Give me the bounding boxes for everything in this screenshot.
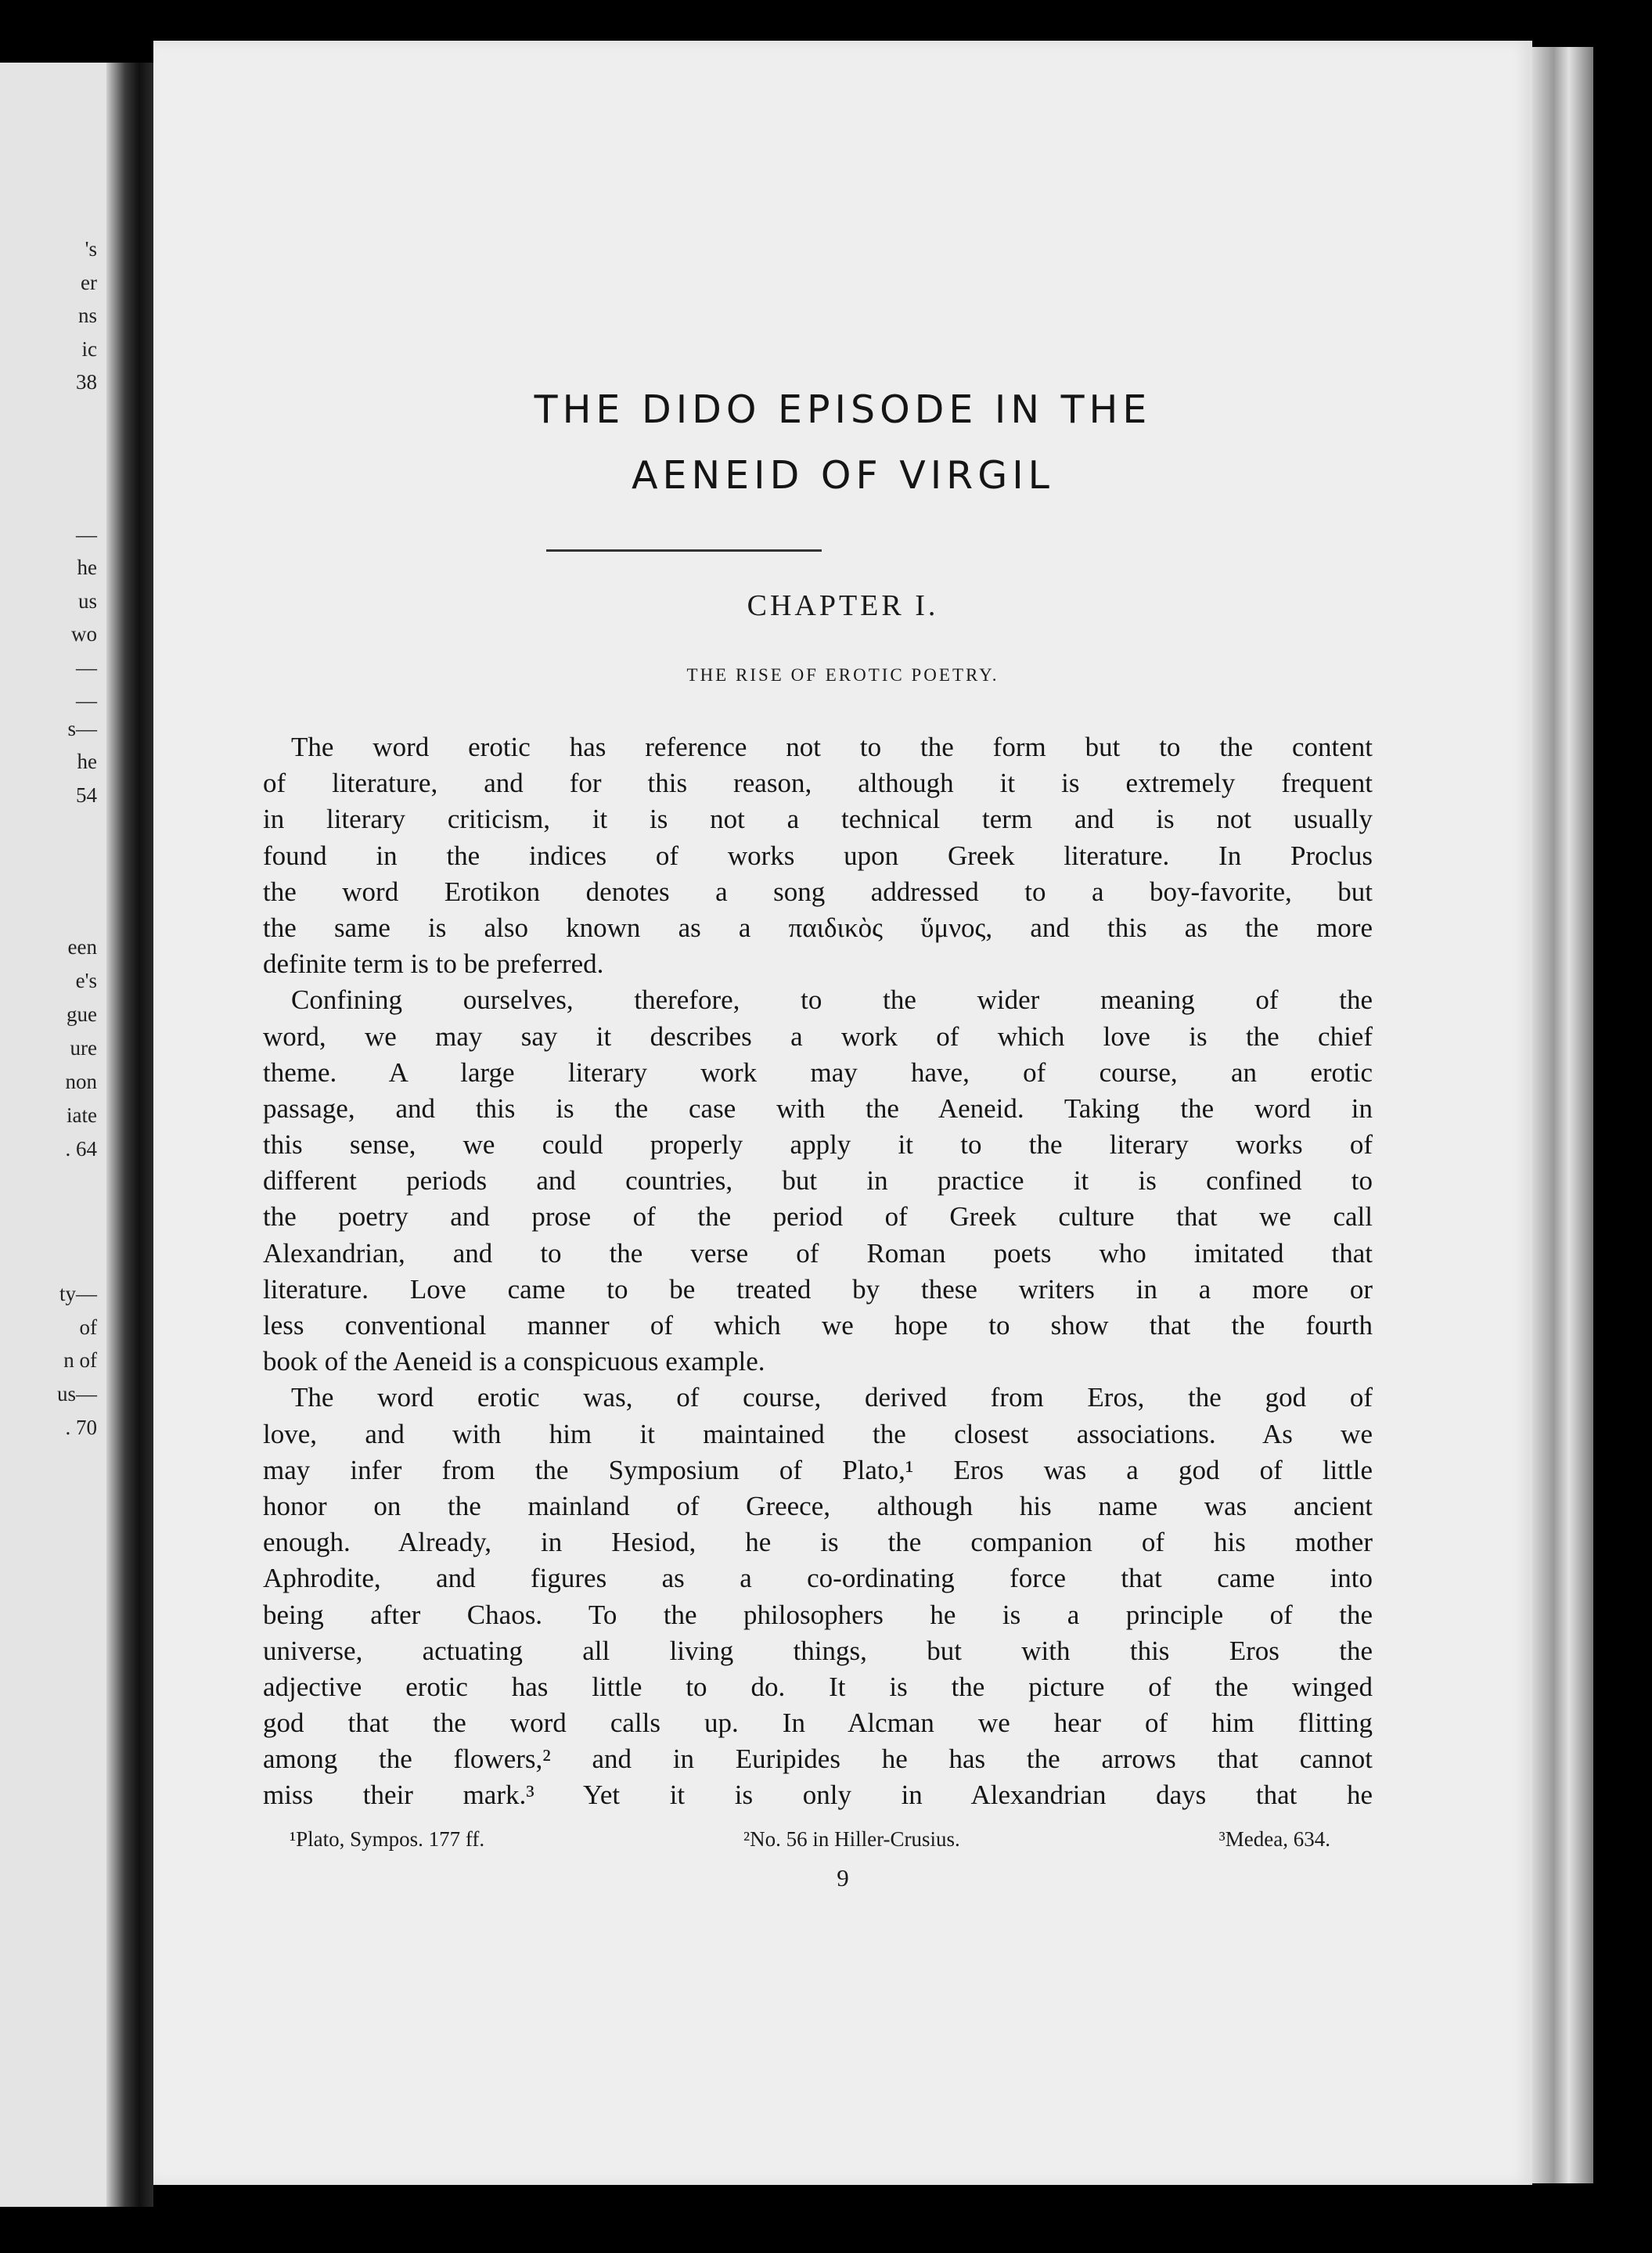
body-line: miss their mark.³ Yet it is only in Alexandrian days that he (263, 1780, 1373, 1811)
page-number: 9 (837, 1864, 849, 1891)
facing-page-fragment: — (76, 656, 97, 679)
body-line: The word erotic has reference not to the form but to the content (291, 732, 1373, 762)
body-line: the word Erotikon denotes a song addressed to a boy-favorite, but (263, 876, 1373, 907)
facing-page-fragment: — (76, 523, 97, 546)
facing-page-fragment: ic (81, 337, 97, 361)
facing-page-fragment: 54 (76, 783, 97, 807)
facing-page-fragment: ure (70, 1036, 97, 1060)
facing-page-fragment: n of (63, 1348, 97, 1372)
body-line: Alexandrian, and to the verse of Roman poets who imitated that (263, 1237, 1373, 1269)
facing-page-fragment: he (77, 556, 97, 579)
footnote-2: ²No. 56 in Hiller-Crusius. (743, 1827, 960, 1851)
body-line: word, we may say it describes a work of which love is the chief (263, 1020, 1373, 1052)
body-line: found in the indices of works upon Greek literature. In Proclus (263, 840, 1373, 871)
facing-page-fragment: wo (71, 622, 97, 646)
body-line: honor on the mainland of Greece, although his name was ancient (263, 1490, 1373, 1521)
body-line: definite term is to be preferred. (263, 948, 604, 980)
book-page (153, 41, 1532, 2185)
title-line-2: AENEID OF VIRGIL (632, 453, 1054, 498)
facing-page-fragment: een (67, 935, 97, 959)
facing-page-fragment: he (77, 750, 97, 773)
facing-page-fragment: non (65, 1070, 97, 1093)
body-line: literature. Love came to be treated by these writers in a more or (263, 1273, 1373, 1305)
body-line: of literature, and for this reason, although it is extremely frequent (263, 768, 1373, 799)
binding-gutter (106, 63, 153, 2207)
body-line: passage, and this is the case with the Aeneid. Taking the word in (263, 1092, 1373, 1124)
body-line: in literary criticism, it is not a technical term and is not usually (263, 804, 1373, 835)
body-line: may infer from the Symposium of Plato,¹ Eros was a god of little (263, 1454, 1373, 1485)
body-line: the poetry and prose of the period of Greek culture that we call (263, 1201, 1373, 1233)
facing-page-fragment: ns (77, 304, 97, 327)
page-stack-edge (1532, 47, 1593, 2183)
facing-page-fragment: er (81, 271, 97, 294)
footnote-3: ³Medea, 634. (1218, 1827, 1330, 1851)
facing-page-fragment: 38 (76, 370, 97, 394)
facing-page-fragment: . 70 (65, 1416, 97, 1439)
facing-page-fragment: — (76, 689, 97, 712)
facing-page-fragment: iate (67, 1103, 97, 1127)
facing-page-fragment: of (79, 1315, 97, 1339)
facing-page-fragment: gue (67, 1002, 97, 1026)
section-heading: THE RISE OF EROTIC POETRY. (686, 665, 999, 685)
body-line: different periods and countries, but in practice it is confined to (263, 1165, 1373, 1197)
body-line: this sense, we could properly apply it to the literary works of (263, 1129, 1373, 1161)
facing-page-fragment: us (77, 589, 97, 613)
body-line: book of the Aeneid is a conspicuous example. (263, 1346, 765, 1377)
facing-page-fragment: 's (85, 237, 97, 261)
body-line: theme. A large literary work may have, of course, an erotic (263, 1056, 1373, 1088)
facing-page-fragment: e's (75, 969, 97, 992)
body-line: being after Chaos. To the philosophers he is a principle of the (263, 1599, 1373, 1630)
body-line: among the flowers,² and in Euripides he has the arrows that cannot (263, 1744, 1373, 1775)
body-line: less conventional manner of which we hope to show that the fourth (263, 1310, 1373, 1341)
body-line: universe, actuating all living things, but with this Eros the (263, 1635, 1373, 1666)
page-title (153, 377, 1532, 509)
body-line: love, and with him it maintained the closest associations. As we (263, 1418, 1373, 1449)
body-text (263, 729, 1373, 1814)
body-line: adjective erotic has little to do. It is the picture of the winged (263, 1671, 1373, 1702)
chapter-heading: CHAPTER I. (747, 589, 939, 622)
body-line: The word erotic was, of course, derived from Eros, the god of (291, 1382, 1373, 1413)
body-line: enough. Already, in Hesiod, he is the companion of his mother (263, 1527, 1373, 1558)
body-line: Aphrodite, and figures as a co-ordinating force that came into (263, 1563, 1373, 1594)
body-line: god that the word calls up. In Alcman we hear of him flitting (263, 1708, 1373, 1739)
body-line: the same is also known as a παιδικὸς ὕμνος, and this as the more (263, 912, 1373, 943)
footnotes (290, 1827, 1330, 1852)
facing-page-fragment: s— (67, 717, 97, 740)
footnote-1: ¹Plato, Sympos. 177 ff. (290, 1827, 485, 1851)
title-line-1: THE DIDO EPISODE IN THE (534, 387, 1152, 432)
facing-page-fragment: . 64 (65, 1137, 97, 1161)
facing-page-fragment: ty— (59, 1282, 97, 1305)
body-line: Confining ourselves, therefore, to the wider meaning of the (291, 984, 1373, 1016)
facing-page-fragment: us— (56, 1382, 97, 1405)
title-divider (546, 549, 822, 552)
